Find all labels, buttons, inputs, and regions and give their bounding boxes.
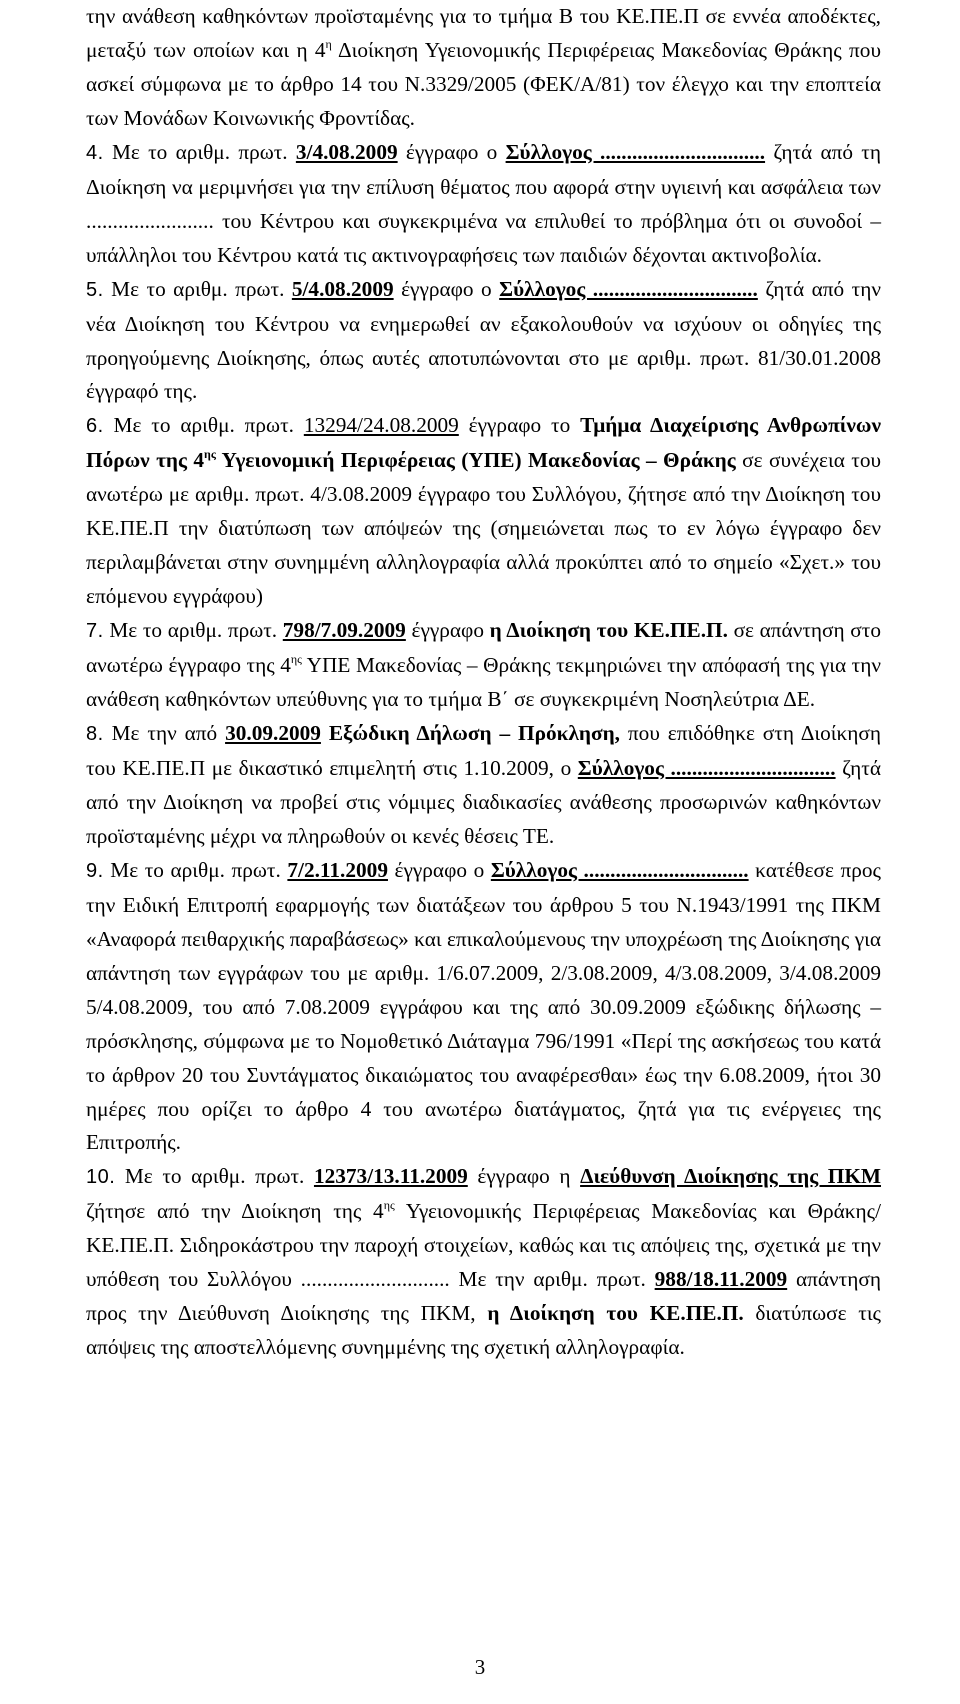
- item-text: έγγραφο ο: [387, 857, 491, 882]
- protocol-reference: 12373/13.11.2009: [313, 1164, 468, 1189]
- protocol-reference: 5/4.08.2009: [291, 276, 394, 301]
- protocol-reference: 798/7.09.2009: [282, 618, 406, 643]
- organization-name: Σύλλογος ...............................: [499, 276, 758, 301]
- item-text-continued: ΥΠΕ Μακεδονίας – Θράκης τεκμηριώνει την απόφασή της για την ανάθεση καθηκόντων υπεύθυνης για το τμήμα Β΄ σε συγκεκριμένη Νοσηλεύτρια ΔΕ.: [86, 653, 881, 712]
- item-text: [321, 721, 329, 745]
- organization-name: Σύλλογος ...............................: [490, 857, 749, 882]
- item-text: Με την από: [103, 721, 226, 746]
- item-10: [86, 1160, 881, 1365]
- protocol-reference: 13294/24.08.2009: [303, 413, 459, 438]
- superscript: ης: [383, 1198, 395, 1213]
- notice-title: Εξώδικη Δήλωση – Πρόκληση,: [328, 721, 621, 746]
- item-5: [86, 273, 881, 410]
- item-number: 5.: [86, 278, 104, 301]
- item-text-continued: ζητά από την Διοίκηση να προβεί στις νόμιμες διαδικασίες ανάθεσης προσωρινών καθηκόντων προϊσταμένης μέχρι να πληρωθούν οι κενές θέσεις ΤΕ.: [86, 755, 881, 848]
- item-9: [86, 854, 881, 1161]
- organization-name: η Διοίκηση του ΚΕ.ΠΕ.Π.: [489, 618, 728, 643]
- item-number: 9.: [86, 859, 104, 882]
- item-number: 10.: [86, 1166, 116, 1189]
- item-number: 4.: [86, 141, 104, 164]
- item-6: [86, 409, 881, 614]
- item-text: Με το αριθμ. πρωτ.: [103, 276, 292, 301]
- department-name: Διεύθυνση Διοίκησης της ΠΚΜ: [580, 1164, 881, 1189]
- department-name-continued: Υγειονομική Περιφέρειας (ΥΠΕ) Μακεδονίας – Θράκης: [215, 448, 736, 473]
- item-number: 8.: [86, 723, 104, 746]
- item-text: ζητά από τη Διοίκηση να μεριμνήσει για την επίλυση θέματος που αφορά στην υγιεινή και ασφάλεια των ........................ του Κέντρου και συγκεκριμένα να επιλυθεί το πρόβλημα ότι οι συνοδοί – υπάλληλοι του Κέντρου κατά τις ακτινογραφήσεις των παιδιών δέχονται ακτινοβολία.: [86, 139, 881, 267]
- item-text: έγγραφο ο: [393, 276, 500, 301]
- item-text: Υγειονομικής Περιφέρειας Μακεδονίας και Θράκης/ ΚΕ.ΠΕ.Π. Σιδηροκάστρου την παροχή στοιχείων, καθώς και τις απόψεις της, σχετικά με την υπόθεση του Συλλόγου ............................ Με την αριθμ. πρωτ.: [86, 1199, 882, 1292]
- item-4: [86, 136, 881, 273]
- item-text: απάντηση προς την Διεύθυνση Διοίκησης της ΠΚΜ,: [86, 1267, 881, 1326]
- item-text: έγγραφο η: [467, 1164, 581, 1189]
- item-text: σε συνέχεια του ανωτέρω με αριθμ. πρωτ. 4/3.08.2009 έγγραφο του Συλλόγου, ζήτησε από την Διοίκηση του ΚΕ.ΠΕ.Π την διατύπωση των απόψεών της (σημειώνεται πως το εν λόγω έγγραφο δεν περιλαμβάνεται στην συνημμένη αλληλογραφία αλλά προκύπτει από το σημείο «Σχετ.» του επόμενου εγγράφου): [86, 448, 882, 609]
- item-number: 6.: [86, 415, 104, 438]
- protocol-reference: 7/2.11.2009: [287, 857, 388, 882]
- item-text: Με το αριθμ. πρωτ.: [103, 413, 304, 438]
- item-text: Με το αριθμ. πρωτ.: [115, 1164, 314, 1189]
- intro-text: την ανάθεση καθηκόντων προϊσταμένης για το τμήμα Β του ΚΕ.ΠΕ.Π σε εννέα αποδέκτες, μεταξύ των οποίων και η 4: [86, 4, 881, 62]
- department-name: Τμήμα Διαχείρισης Ανθρωπίνων Πόρων της 4: [86, 413, 881, 473]
- superscript: ης: [290, 652, 302, 667]
- organization-name: Σύλλογος ...............................: [505, 139, 766, 164]
- item-text-continued: διατύπωσε τις απόψεις της αποστελλόμενης συνημμένης της σχετική αλληλογραφία.: [86, 1301, 881, 1360]
- protocol-reference: 988/18.11.2009: [654, 1267, 788, 1292]
- item-text: ζήτησε από την Διοίκηση της 4: [86, 1199, 384, 1224]
- date-reference: 30.09.2009: [225, 721, 321, 746]
- item-number: 7.: [86, 620, 104, 643]
- superscript: ης: [204, 447, 216, 462]
- organization-name: η Διοίκηση του ΚΕ.ΠΕ.Π.: [487, 1301, 744, 1326]
- item-8: [86, 717, 881, 854]
- organization-name: Σύλλογος ...............................: [577, 755, 836, 780]
- item-text: Με το αριθμ. πρωτ.: [103, 618, 283, 643]
- item-text: σε απάντηση στο ανωτέρω έγγραφο της 4: [86, 618, 881, 678]
- item-text: έγγραφο ο: [397, 139, 506, 164]
- item-text: Με το αριθμ. πρωτ.: [103, 139, 296, 164]
- intro-paragraph: [86, 0, 881, 136]
- item-text: που επιδόθηκε στη Διοίκηση του ΚΕ.ΠΕ.Π με δικαστικό επιμελητή στις 1.10.2009, ο: [86, 721, 881, 780]
- item-text: κατέθεσε προς την Ειδική Επιτροπή εφαρμογής των διατάξεων του άρθρου 5 του Ν.1943/1991 της ΠΚΜ «Αναφορά πειθαρχικής παραβάσεως» και επικαλούμενους την υποχρέωση της Διοίκησης για απάντηση των εγγράφων του με αριθμ. 1/6.07.2009, 2/3.08.2009, 4/3.08.2009, 3/4.08.2009 5/4.08.2009, του από 7.08.2009 εγγράφου και της από 30.09.2009 εξώδικης δήλωσης – πρόσκλησης, σύμφωνα με το Νομοθετικό Διάταγμα 796/1991 «Περί της ασκήσεως του κατά το άρθρον 20 του Συντάγματος δικαιώματος του αναφέρεσθαι» έως την 6.08.2009, ήτοι 30 ημέρες που ορίζει το άρθρο 4 του ανωτέρω διατάγματος, ζητά για τις ενέργειες της Επιτροπής.: [86, 857, 881, 1155]
- superscript: η: [325, 36, 332, 51]
- page-number: 3: [474, 1655, 486, 1679]
- protocol-reference: 3/4.08.2009: [295, 139, 398, 164]
- item-text: έγγραφο το: [458, 413, 581, 438]
- item-text: έγγραφο: [405, 618, 490, 643]
- item-7: [86, 614, 881, 717]
- item-text: ζητά από την νέα Διοίκηση του Κέντρου να ενημερωθεί αν εξακολουθούν να ισχύουν οι οδηγίες της προηγούμενης Διοίκησης, όπως αυτές αποτυπώνονται στο με αριθμ. πρωτ. 81/30.01.2008 έγγραφό της.: [86, 276, 881, 404]
- intro-text-continued: Διοίκηση Υγειονομικής Περιφέρειας Μακεδονίας Θράκης που ασκεί σύμφωνα με το άρθρο 14 του Ν.3329/2005 (ΦΕΚ/Α/81) τον έλεγχο και την εποπτεία των Μονάδων Κοινωνικής Φροντίδας.: [86, 37, 881, 130]
- item-text: Με το αριθμ. πρωτ.: [103, 857, 288, 882]
